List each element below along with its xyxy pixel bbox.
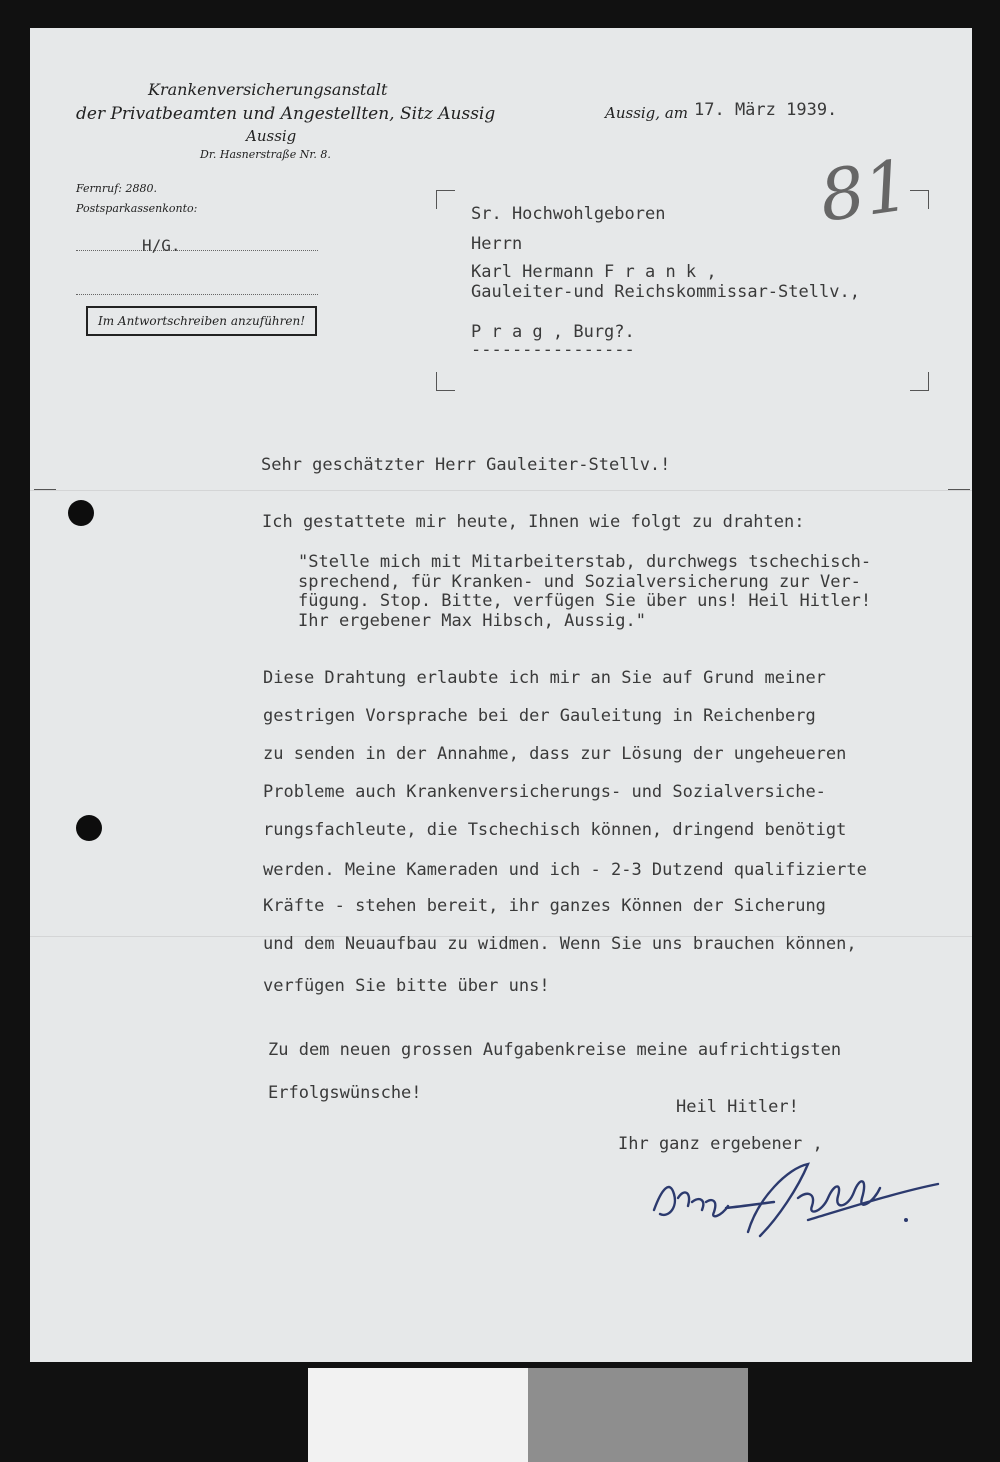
letterhead-line2: der Privatbeamten und Angestellten, Sitz Aussig xyxy=(76,104,496,124)
body-line: rungsfachleute, die Tschechisch können, dringend benötigt xyxy=(263,820,847,840)
body-line: verfügen Sie bitte über uns! xyxy=(263,976,550,996)
reference: H/G. xyxy=(142,236,181,255)
window-corner xyxy=(910,372,929,391)
letterhead-line1: Krankenversicherungsanstalt xyxy=(148,80,388,99)
letterhead-line3: Aussig xyxy=(246,127,297,145)
ref-line-2 xyxy=(76,294,318,295)
recipient-city: P r a g , Burg?. xyxy=(471,322,635,342)
postal-account: Postsparkassenkonto: xyxy=(76,202,198,215)
reply-box: Im Antwortschreiben anzuführen! xyxy=(86,306,317,336)
ref-line xyxy=(76,250,318,251)
recipient-underline: ---------------- xyxy=(471,340,635,360)
signature xyxy=(648,1158,948,1248)
recipient-line1: Sr. Hochwohlgeboren xyxy=(471,204,666,224)
body-line: Probleme auch Krankenversicherungs- und Sozialversiche- xyxy=(263,782,826,802)
calibration-white-patch xyxy=(308,1368,528,1462)
body-line: Kräfte - stehen bereit, ihr ganzes Können der Sicherung xyxy=(263,896,826,916)
punch-hole xyxy=(76,815,102,841)
closing-para-line: Zu dem neuen grossen Aufgabenkreise meine aufrichtigsten xyxy=(268,1040,842,1060)
calibration-gray-patch xyxy=(528,1368,748,1462)
quote-line: sprechend, für Kranken- und Sozialversicherung zur Ver- xyxy=(298,572,861,592)
fold-mark xyxy=(34,489,56,490)
recipient-line2: Herrn xyxy=(471,234,523,254)
closing-greeting: Heil Hitler! xyxy=(676,1097,799,1117)
window-corner xyxy=(436,190,455,209)
window-corner xyxy=(910,190,929,209)
punch-hole xyxy=(68,500,94,526)
quote-line: "Stelle mich mit Mitarbeiterstab, durchwegs tschechisch- xyxy=(298,552,872,572)
quote-line: Ihr ergebener Max Hibsch, Aussig." xyxy=(298,611,646,631)
quote-line: fügung. Stop. Bitte, verfügen Sie über uns! Heil Hitler! xyxy=(298,591,872,611)
body-line: gestrigen Vorsprache bei der Gauleitung in Reichenberg xyxy=(263,706,816,726)
intro: Ich gestattete mir heute, Ihnen wie folgt zu drahten: xyxy=(262,512,805,532)
closing-para-line: Erfolgswünsche! xyxy=(268,1083,422,1103)
place-label: Aussig, am xyxy=(605,104,688,122)
body-line: werden. Meine Kameraden und ich - 2-3 Dutzend qualifizierte xyxy=(263,860,867,880)
recipient-title: Gauleiter-und Reichskommissar-Stellv., xyxy=(471,282,860,302)
body-line: zu senden in der Annahme, dass zur Lösung der ungeheueren xyxy=(263,744,847,764)
body-line: und dem Neuaufbau zu widmen. Wenn Sie uns brauchen können, xyxy=(263,934,857,954)
recipient-name: Karl Hermann F r a n k , xyxy=(471,262,717,282)
phone: Fernruf: 2880. xyxy=(76,182,157,195)
salutation: Sehr geschätzter Herr Gauleiter-Stellv.! xyxy=(261,455,671,475)
closing-formula: Ihr ganz ergebener , xyxy=(618,1134,823,1154)
fold-mark xyxy=(948,489,970,490)
letterhead-address: Dr. Hasnerstraße Nr. 8. xyxy=(200,148,331,161)
fold-line xyxy=(30,490,972,491)
date: 17. März 1939. xyxy=(694,100,838,120)
window-corner xyxy=(436,372,455,391)
handwritten-number: 81 xyxy=(814,144,915,238)
body-line: Diese Drahtung erlaubte ich mir an Sie auf Grund meiner xyxy=(263,668,826,688)
